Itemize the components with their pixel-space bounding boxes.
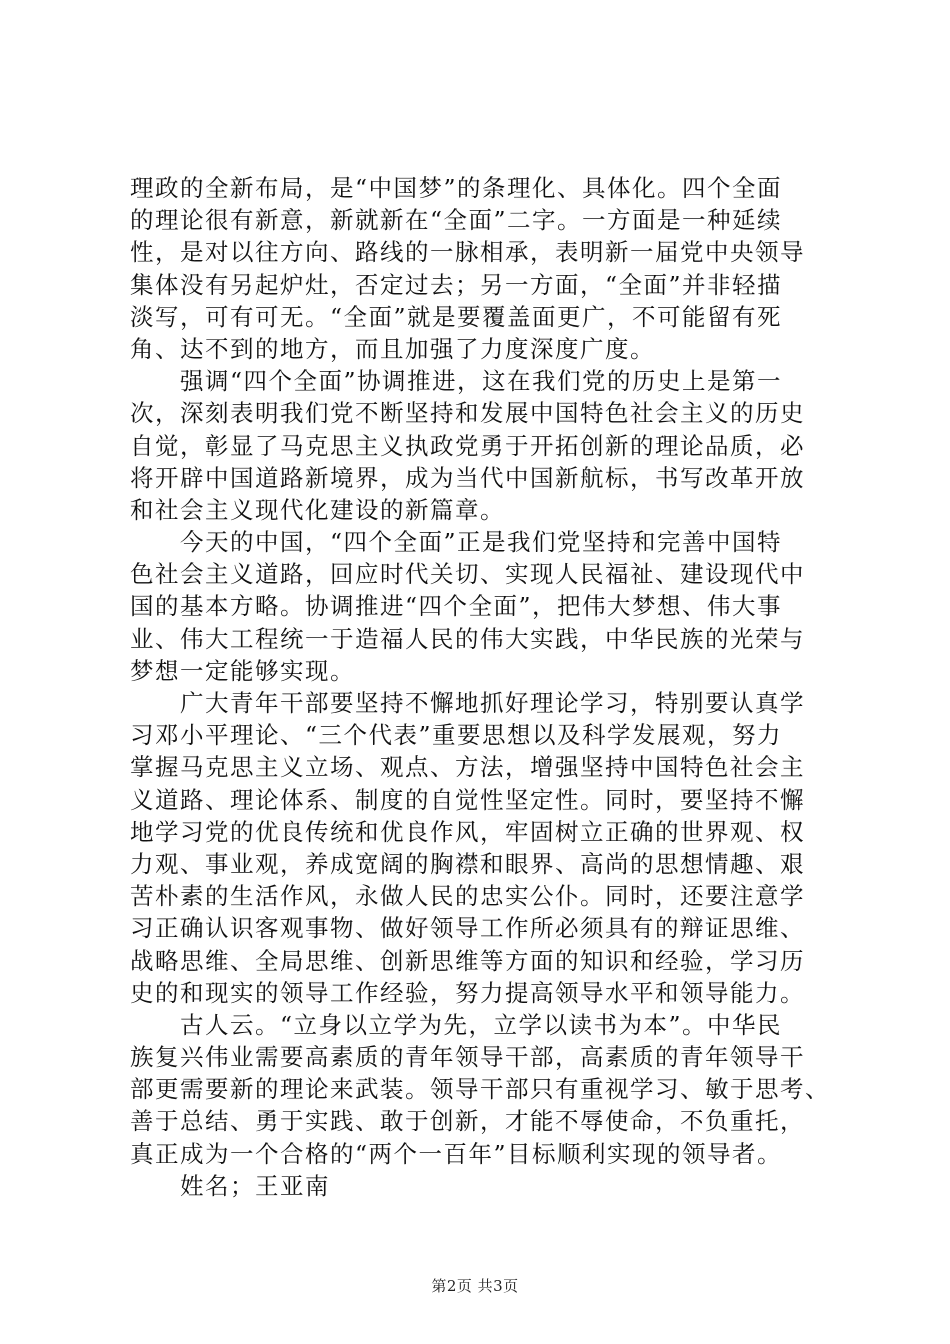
text-line: 真正成为一个合格的“两个一百年”目标顺利实现的领导者。 [130,1139,783,1168]
text-line: 今天的中国，“四个全面”正是我们党坚持和完善中国特 [180,528,783,557]
text-line: 习正确认识客观事物、做好领导工作所必须具有的辩证思维、 [130,914,805,943]
text-line: 角、达不到的地方，而且加强了力度深度广度。 [130,334,655,363]
text-line: 将开辟中国道路新境界，成为当代中国新航标，书写改革开放 [130,463,805,492]
text-line: 善于总结、勇于实践、敢于创新，才能不辱使命，不负重托， [130,1107,805,1136]
text-line: 力观、事业观，养成宽阔的胸襟和眼界、高尚的思想情趣、艰 [130,849,805,878]
text-line: 梦想一定能够实现。 [130,656,355,685]
text-line: 广大青年干部要坚持不懈地抓好理论学习，特别要认真学 [180,689,805,717]
document-body [130,172,830,1202]
text-line: 强调“四个全面”协调推进，这在我们党的历史上是第一 [180,367,783,396]
page-footer: 第2页 共3页 [431,1277,519,1295]
text-line: 色社会主义道路，回应时代关切、实现人民福祉、建设现代中 [130,560,805,589]
text-line: 次，深刻表明我们党不断坚持和发展中国特色社会主义的历史 [130,399,805,428]
text-line: 自觉，彰显了马克思主义执政党勇于开拓创新的理论品质，必 [130,431,805,460]
text-line: 的理论很有新意，新就新在“全面”二字。一方面是一种延续 [130,206,783,235]
text-line: 和社会主义现代化建设的新篇章。 [130,495,505,524]
text-line: 族复兴伟业需要高素质的青年领导干部，高素质的青年领导干 [130,1043,805,1072]
text-line: 史的和现实的领导工作经验，努力提高领导水平和领导能力。 [130,978,805,1007]
text-line: 地学习党的优良传统和优良作风，牢固树立正确的世界观、权 [130,817,805,846]
text-line: 古人云。“立身以立学为先，立学以读书为本”。中华民 [180,1010,783,1039]
text-line: 掌握马克思主义立场、观点、方法，增强坚持中国特色社会主 [130,753,805,782]
text-line: 国的基本方略。协调推进“四个全面”，把伟大梦想、伟大事 [130,592,783,621]
text-line: 业、伟大工程统一于造福人民的伟大实践，中华民族的光荣与 [130,624,805,653]
text-line: 集体没有另起炉灶，否定过去；另一方面，“全面”并非轻描 [130,270,783,299]
text-line: 义道路、理论体系、制度的自觉性坚定性。同时，要坚持不懈 [130,785,805,814]
text-line: 姓名；王亚南 [180,1171,330,1200]
text-line: 性，是对以往方向、路线的一脉相承，表明新一届党中央领导 [130,238,805,267]
text-line: 习邓小平理论、“三个代表”重要思想以及科学发展观，努力 [130,721,783,750]
text-line: 战略思维、全局思维、创新思维等方面的知识和经验，学习历 [130,946,805,975]
text-line: 部更需要新的理论来武装。领导干部只有重视学习、敏于思考、 [130,1075,830,1104]
text-line: 苦朴素的生活作风，永做人民的忠实公仆。同时，还要注意学 [130,882,805,911]
text-line: 理政的全新布局，是“中国梦”的条理化、具体化。四个全面 [130,174,783,202]
text-line: 淡写，可有可无。“全面”就是要覆盖面更广，不可能留有死 [130,302,783,331]
